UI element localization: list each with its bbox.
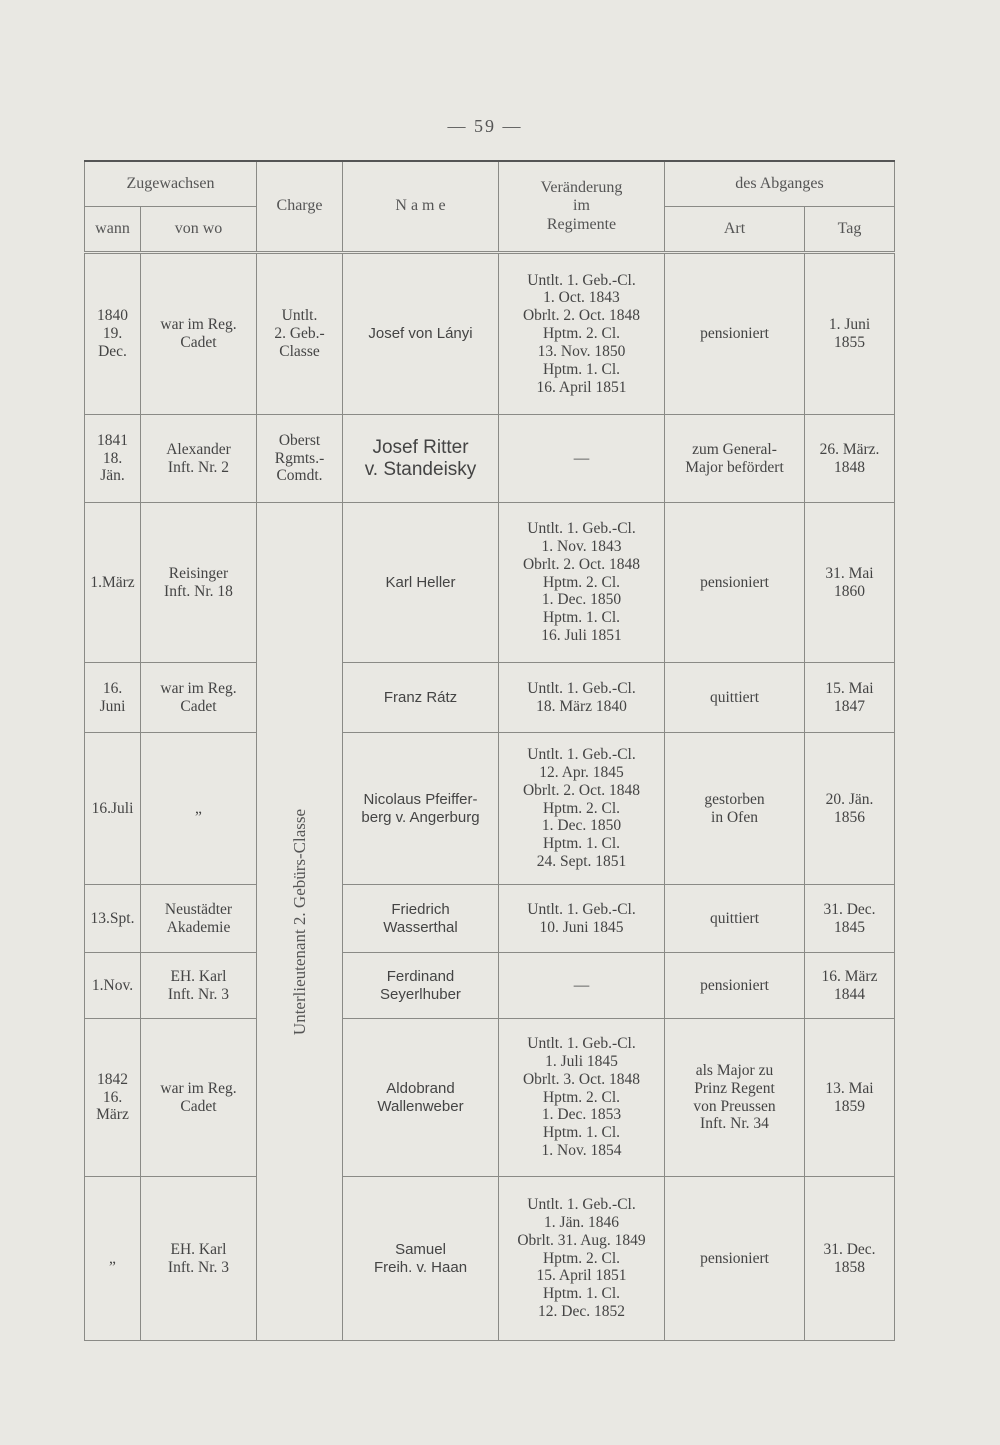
header-wann: wann	[85, 207, 141, 253]
cell-veraenderung: Untlt. 1. Geb.-Cl. 18. März 1840	[499, 663, 665, 733]
cell-wann: 13.Spt.	[85, 885, 141, 953]
cell-von-wo: EH. Karl Inft. Nr. 3	[141, 953, 257, 1019]
cell-veraenderung: Untlt. 1. Geb.-Cl. 1. Jän. 1846 Obrlt. 31. Aug. 1849 Hptm. 2. Cl. 15. April 1851 Hptm. 1. Cl. 12. Dec. 1852	[499, 1177, 665, 1341]
cell-wann: 1840 19. Dec.	[85, 253, 141, 415]
table-row	[85, 1019, 895, 1177]
cell-name: Karl Heller	[343, 503, 499, 663]
table-row	[85, 1177, 895, 1341]
header-charge: Charge	[257, 161, 343, 253]
cell-art: pensioniert	[665, 1177, 805, 1341]
cell-veraenderung: Untlt. 1. Geb.-Cl. 1. Nov. 1843 Obrlt. 2. Oct. 1848 Hptm. 2. Cl. 1. Dec. 1850 Hptm. 1. Cl. 16. Juli 1851	[499, 503, 665, 663]
cell-von-wo: war im Reg. Cadet	[141, 663, 257, 733]
header-zugewachsen: Zugewachsen	[85, 161, 257, 207]
cell-von-wo: EH. Karl Inft. Nr. 3	[141, 1177, 257, 1341]
cell-veraenderung: Untlt. 1. Geb.-Cl. 12. Apr. 1845 Obrlt. 2. Oct. 1848 Hptm. 2. Cl. 1. Dec. 1850 Hptm. 1. Cl. 24. Sept. 1851	[499, 733, 665, 885]
cell-art: quittiert	[665, 663, 805, 733]
cell-charge-vertical	[257, 503, 343, 1341]
header-name: N a m e	[343, 161, 499, 253]
cell-wann: 1842 16. März	[85, 1019, 141, 1177]
cell-von-wo: „	[141, 733, 257, 885]
cell-charge: Oberst Rgmts.- Comdt.	[257, 415, 343, 503]
table-row	[85, 253, 895, 415]
cell-wann: 16.Juli	[85, 733, 141, 885]
cell-art: pensioniert	[665, 253, 805, 415]
cell-name: Josef von Lányi	[343, 253, 499, 415]
header-von-wo: von wo	[141, 207, 257, 253]
cell-veraenderung: Untlt. 1. Geb.-Cl. 1. Oct. 1843 Obrlt. 2. Oct. 1848 Hptm. 2. Cl. 13. Nov. 1850 Hptm. 1. Cl. 16. April 1851	[499, 253, 665, 415]
cell-tag: 1. Juni 1855	[805, 253, 895, 415]
cell-tag: 31. Dec. 1845	[805, 885, 895, 953]
cell-von-wo: Neustädter Akademie	[141, 885, 257, 953]
cell-tag: 16. März 1844	[805, 953, 895, 1019]
cell-name: Aldobrand Wallenweber	[343, 1019, 499, 1177]
table-row	[85, 953, 895, 1019]
cell-name: Nicolaus Pfeiffer- berg v. Angerburg	[343, 733, 499, 885]
header-veraenderung: Veränderung im Regimente	[499, 161, 665, 253]
cell-name: Samuel Freih. v. Haan	[343, 1177, 499, 1341]
cell-von-wo: Alexander Inft. Nr. 2	[141, 415, 257, 503]
charge-vertical-label: Unterlieutenant 2. Gebürs-Classe	[289, 808, 309, 1035]
cell-charge: Untlt. 2. Geb.- Classe	[257, 253, 343, 415]
cell-tag: 31. Dec. 1858	[805, 1177, 895, 1341]
cell-wann: „	[85, 1177, 141, 1341]
table-row	[85, 503, 895, 663]
table-row	[85, 663, 895, 733]
page-number: — 59 —	[447, 116, 523, 136]
cell-name: Friedrich Wasserthal	[343, 885, 499, 953]
cell-tag: 13. Mai 1859	[805, 1019, 895, 1177]
cell-wann: 1841 18. Jän.	[85, 415, 141, 503]
header-art: Art	[665, 207, 805, 253]
cell-art: pensioniert	[665, 503, 805, 663]
cell-von-wo: war im Reg. Cadet	[141, 1019, 257, 1177]
cell-name: Franz Rátz	[343, 663, 499, 733]
header-tag: Tag	[805, 207, 895, 253]
cell-veraenderung: —	[499, 953, 665, 1019]
cell-tag: 31. Mai 1860	[805, 503, 895, 663]
cell-veraenderung: Untlt. 1. Geb.-Cl. 1. Juli 1845 Obrlt. 3. Oct. 1848 Hptm. 2. Cl. 1. Dec. 1853 Hptm. 1. Cl. 1. Nov. 1854	[499, 1019, 665, 1177]
cell-art: als Major zu Prinz Regent von Preussen Inft. Nr. 34	[665, 1019, 805, 1177]
cell-tag: 26. März. 1848	[805, 415, 895, 503]
cell-art: quittiert	[665, 885, 805, 953]
cell-von-wo: war im Reg. Cadet	[141, 253, 257, 415]
table-row	[85, 733, 895, 885]
cell-art: pensioniert	[665, 953, 805, 1019]
cell-tag: 20. Jän. 1856	[805, 733, 895, 885]
cell-wann: 1.März	[85, 503, 141, 663]
cell-art: gestorben in Ofen	[665, 733, 805, 885]
table-row	[85, 885, 895, 953]
cell-art: zum General- Major befördert	[665, 415, 805, 503]
cell-name: Ferdinand Seyerlhuber	[343, 953, 499, 1019]
cell-veraenderung: Untlt. 1. Geb.-Cl. 10. Juni 1845	[499, 885, 665, 953]
cell-tag: 15. Mai 1847	[805, 663, 895, 733]
cell-wann: 16. Juni	[85, 663, 141, 733]
table-row	[85, 415, 895, 503]
cell-veraenderung: —	[499, 415, 665, 503]
regiment-ledger-table	[84, 160, 895, 1341]
cell-von-wo: Reisinger Inft. Nr. 18	[141, 503, 257, 663]
cell-name: Josef Ritter v. Standeisky	[343, 415, 499, 503]
header-des-abganges: des Abganges	[665, 161, 895, 207]
cell-wann: 1.Nov.	[85, 953, 141, 1019]
